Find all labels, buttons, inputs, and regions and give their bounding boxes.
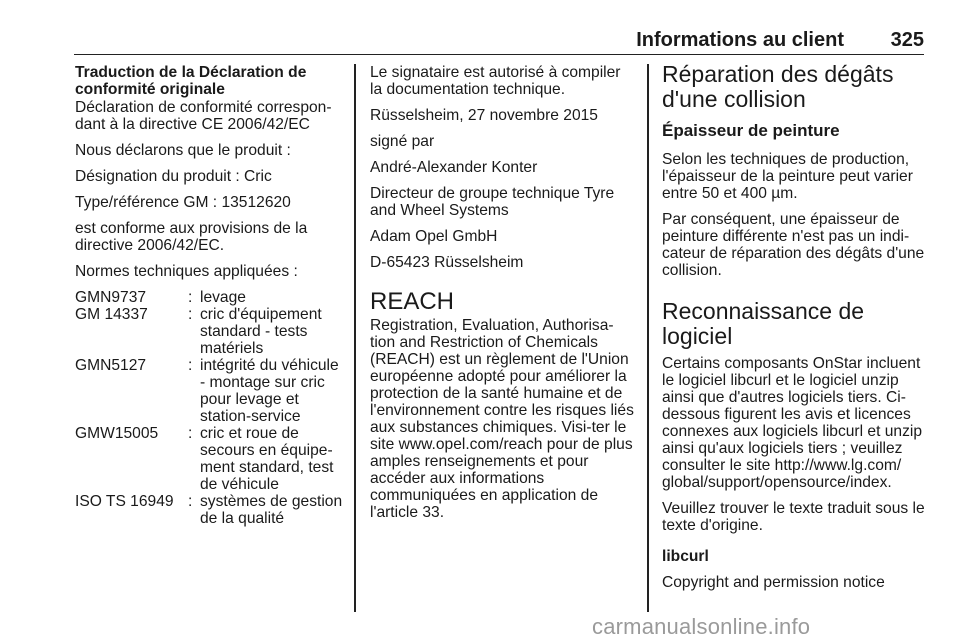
watermark-text: carmanualsonline.info (592, 614, 811, 639)
norms-row (75, 493, 343, 527)
norm-description: cric et roue de secours en équipe-ment standard, test de véhicule (200, 425, 334, 493)
column-divider-2 (647, 64, 649, 612)
signature-paragraph: Rüsselsheim, 27 novembre 2015 (370, 107, 598, 124)
norm-description: intégrité du véhicule - montage sur cric pour levage et station-service (200, 357, 339, 425)
libcurl-text: Copyright and permission notice (662, 574, 885, 591)
signature-paragraph: André-Alexander Konter (370, 159, 538, 176)
reach-heading: REACH (370, 288, 455, 315)
norm-description: levage (200, 289, 246, 306)
norm-separator: : (188, 306, 193, 323)
norms-row (75, 425, 343, 493)
declaration-paragraph: est conforme aux provisions de la directive 2006/42/EC. (75, 220, 308, 254)
repair-heading: Réparation des dégâts d'une collision (662, 61, 894, 112)
declaration-heading: Traduction de la Déclaration de conformité originale (75, 64, 307, 98)
norm-separator: : (188, 289, 193, 306)
norm-separator: : (188, 493, 193, 510)
norms-row (75, 289, 343, 306)
norm-separator: : (188, 357, 193, 374)
declaration-paragraph: Nous déclarons que le produit : (75, 142, 291, 159)
signature-paragraph: Le signataire est autorisé à compiler la documentation technique. (370, 64, 621, 98)
norms-table (75, 289, 343, 527)
norm-code: GMW15005 (75, 425, 159, 442)
norm-code: GM 14337 (75, 306, 148, 323)
reach-text: Registration, Evaluation, Authorisa-tion and Restriction of Chemicals (REACH) est un règlement de l'Union européenne adopté pour améliorer la protection de la santé humaine et de l'environnement contre les risques liés aux substances chimiques. Visi-ter le site www.opel.com/reach pour de plus amples renseignements et pour accéder aux informations communiquées en application de l'article 33. (370, 317, 634, 521)
column-declaration (75, 64, 343, 527)
declaration-paragraph: Désignation du produit : Cric (75, 168, 272, 185)
column-repair-software (662, 61, 930, 600)
signature-paragraph: Directeur de groupe technique Tyre and Wheel Systems (370, 185, 615, 219)
paint-paragraph: Par conséquent, une épaisseur de peinture différente n'est pas un indi-cateur de réparation des dégâts d'une collision. (662, 211, 925, 279)
norm-separator: : (188, 425, 193, 442)
software-heading: Reconnaissance de logiciel (662, 298, 865, 349)
paint-subheading: Épaisseur de peinture (662, 121, 840, 140)
page-number: 325 (890, 29, 924, 51)
norm-description: systèmes de gestion de la qualité (200, 493, 343, 527)
page-header (74, 27, 924, 55)
norms-row (75, 357, 343, 425)
column-signature-reach (370, 64, 636, 530)
signature-paragraph: signé par (370, 133, 435, 150)
signature-paragraph: D-65423 Rüsselsheim (370, 254, 524, 271)
declaration-paragraph: Normes techniques appliquées : (75, 263, 298, 280)
norms-row (75, 306, 343, 357)
norm-code: GMN5127 (75, 357, 147, 374)
norm-code: ISO TS 16949 (75, 493, 174, 510)
norm-code: GMN9737 (75, 289, 147, 306)
software-paragraph: Veuillez trouver le texte traduit sous le texte d'origine. (662, 500, 925, 534)
norm-description: cric d'équipement standard - tests matériels (200, 306, 322, 357)
signature-paragraph: Adam Opel GmbH (370, 228, 498, 245)
header-title: Informations au client (636, 29, 844, 51)
declaration-paragraph: Type/référence GM : 13512620 (75, 194, 291, 211)
libcurl-heading: libcurl (662, 548, 709, 565)
software-paragraph: Certains composants OnStar incluent le logiciel libcurl et le logiciel unzip ainsi que d'autres logiciels tiers. Ci-dessous figurent les avis et licences connexes aux logiciels libcurl et unzip ainsi qu'aux logiciels tiers ; veuillez consulter le site http://www.lg.com/ global/support/opensource/index. (662, 355, 923, 491)
paint-paragraph: Selon les techniques de production, l'épaisseur de la peinture peut varier entre 50 et 400 µm. (662, 151, 913, 202)
declaration-paragraph: Déclaration de conformité correspon-dant à la directive CE 2006/42/EC (75, 99, 332, 133)
column-divider-1 (354, 64, 356, 612)
